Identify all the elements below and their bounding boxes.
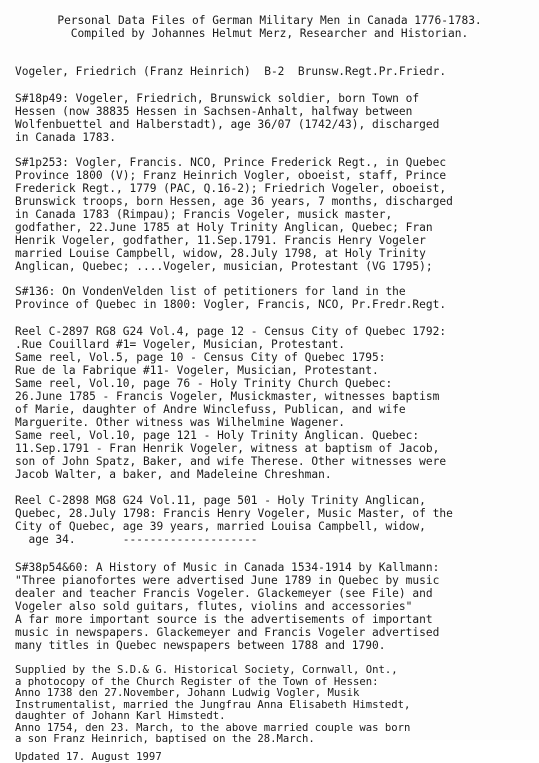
- entry-line: 26.June 1785 - Francis Vogeler, Musickmaster, witnesses baptism: [15, 390, 439, 403]
- entry-line: S#1p253: Vogler, Francis. NCO, Prince Frederick Regt., in Quebec: [15, 156, 446, 169]
- entry-line: Quebec, 28.July 1798: Francis Henry Vogeler, Music Master, of the: [15, 507, 453, 520]
- entry-line: Same reel, Vol.10, page 121 - Holy Trinity Anglican. Quebec:: [15, 429, 419, 442]
- entry-line: 11.Sep.1791 - Fran Henrik Vogeler, witness at baptism of Jacob,: [15, 442, 439, 455]
- entry-line: Anno 1754, den 23. March, to the above married couple was born: [15, 723, 410, 735]
- entry-line: Supplied by the S.D.& G. Historical Society, Cornwall, Ont.,: [15, 665, 398, 677]
- entry-line: of Marie, daughter of Andre Winclefuss, Publican, and wife: [15, 403, 406, 416]
- entry-line: Wolfenbuettel and Halberstadt), age 36/07 (1742/43), discharged: [15, 118, 439, 131]
- entry-line: Reel C-2897 RG8 G24 Vol.4, page 12 - Census City of Quebec 1792:: [15, 325, 446, 338]
- subject-line: Vogeler, Friedrich (Franz Heinrich) B-2 Brunsw.Regt.Pr.Friedr.: [15, 65, 446, 78]
- entry-line: in Canada 1783.: [15, 131, 116, 144]
- entry-line: godfather, 22.June 1785 at Holy Trinity Anglican, Quebec; Fran: [15, 221, 433, 234]
- entry-line: Henrik Vogeler, godfather, 11.Sep.1791. Francis Henry Vogeler: [15, 234, 426, 247]
- entry-line: City of Quebec, age 39 years, married Louisa Campbell, widow,: [15, 520, 426, 533]
- entry-line: daughter of Johann Karl Himstedt.: [15, 711, 225, 723]
- entry-line: a son Franz Heinrich, baptised on the 28.March.: [15, 734, 315, 746]
- entry-line: music in newspapers. Glackemeyer and Francis Vogeler advertised: [15, 626, 439, 639]
- entry-line: age 34. --------------------: [15, 533, 257, 546]
- entry-line: Frederick Regt., 1779 (PAC, Q.16-2); Friedrich Vogeler, oboeist,: [15, 182, 446, 195]
- entry-line: Anno 1738 den 27.November, Johann Ludwig Vogler, Musik: [15, 688, 359, 700]
- entry-line: in Canada 1783 (Rimpau); Francis Vogeler, musick master,: [15, 208, 392, 221]
- entry-line: Reel C-2898 MG8 G24 Vol.11, page 501 - Holy Trinity Anglican,: [15, 494, 426, 507]
- entry-line: Anglican, Quebec; ....Vogeler, musician, Protestant (VG 1795);: [15, 260, 433, 273]
- entry-line: A far more important source is the advertisements of important: [15, 613, 433, 626]
- entry-line: S#18p49: Vogeler, Friedrich, Brunswick soldier, born Town of: [15, 92, 419, 105]
- entry-line: Vogeler also sold guitars, flutes, violins and accessories": [15, 600, 412, 613]
- entry-line: S#38p54&60: A History of Music in Canada 1534-1914 by Kallmann:: [15, 561, 439, 574]
- entry-line: Jacob Walter, a baker, and Madeleine Chreshman.: [15, 468, 332, 481]
- header-title-line: Personal Data Files of German Military Men in Canada 1776-1783.: [0, 14, 539, 27]
- entry-line: married Louise Campbell, widow, 28.July 1798, at Holy Trinity: [15, 247, 426, 260]
- entry-line: many titles in Quebec newspapers between 1788 and 1790.: [15, 639, 385, 652]
- entry-line: Rue de la Fabrique #11- Vogeler, Musician, Protestant.: [15, 364, 379, 377]
- entry-line: Brunswick troops, born Hessen, age 36 years, 7 months, discharged: [15, 195, 453, 208]
- entry-line: Province of Quebec in 1800: Vogler, Francis, NCO, Pr.Fredr.Regt.: [15, 298, 446, 311]
- entry-line: "Three pianofortes were advertised June 1789 in Quebec by music: [15, 574, 439, 587]
- updated-date: Updated 17. August 1997: [15, 752, 162, 763]
- entry-line: dealer and teacher Francis Vogeler. Glackemeyer (see File) and: [15, 587, 433, 600]
- entry-line: son of John Spatz, Baker, and wife Therese. Other witnesses were: [15, 455, 446, 468]
- entry-line: a photocopy of the Church Register of the Town of Hessen:: [15, 677, 379, 689]
- entry-line: Province 1800 (V); Franz Heinrich Vogler, oboeist, staff, Prince: [15, 169, 446, 182]
- entry-line: S#136: On VondenVelden list of petitioners for land in the: [15, 285, 406, 298]
- entry-line: Hessen (now 38835 Hessen in Sachsen-Anhalt, halfway between: [15, 105, 412, 118]
- entry-line: Same reel, Vol.10, page 76 - Holy Trinity Church Quebec:: [15, 377, 392, 390]
- entry-line: Marguerite. Other witness was Wilhelmine Wagener.: [15, 416, 345, 429]
- entry-line: Instrumentalist, married the Jungfrau Anna Elisabeth Himstedt,: [15, 700, 410, 712]
- entry-line: .Rue Couillard #1= Vogeler, Musician, Protestant.: [15, 338, 345, 351]
- entry-line: Same reel, Vol.5, page 10 - Census City of Quebec 1795:: [15, 351, 385, 364]
- header-compiler-line: Compiled by Johannes Helmut Merz, Researcher and Historian.: [0, 27, 539, 40]
